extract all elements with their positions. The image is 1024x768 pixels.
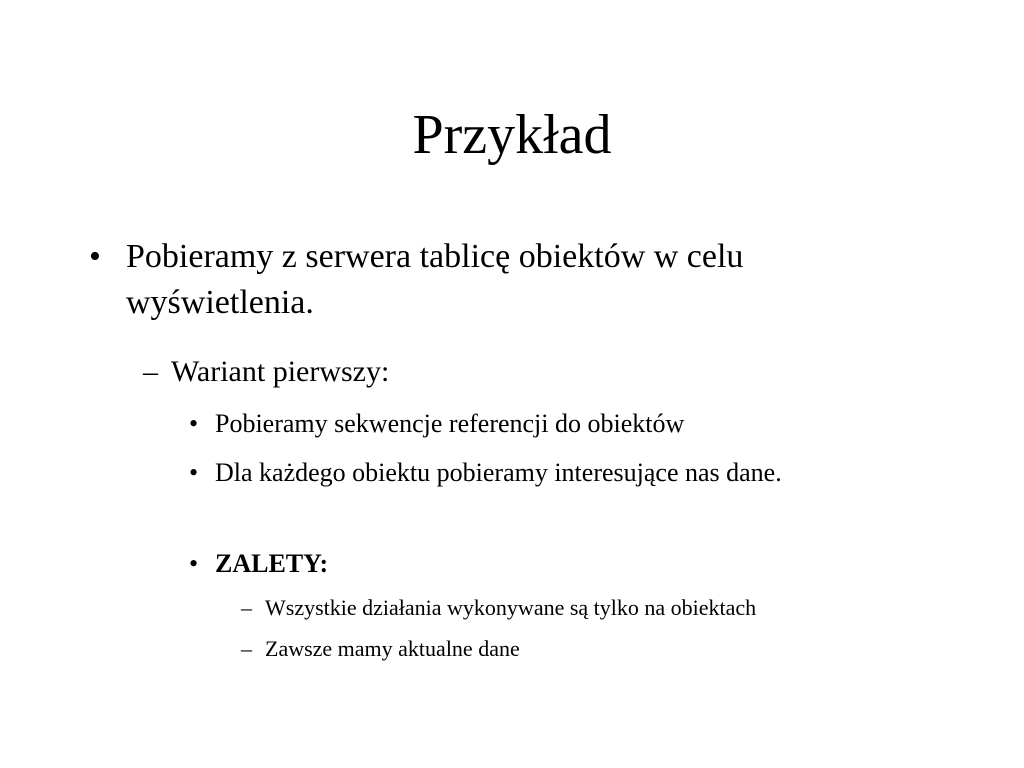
bullet-level3 <box>189 406 909 441</box>
bullet-text: Wszystkie działania wykonywane są tylko na obiektach <box>265 595 757 620</box>
dash-marker: – <box>143 355 158 388</box>
dash-marker: – <box>241 595 252 620</box>
bullet-text: Pobieramy z serwera tablicę obiektów w celu wyświetlenia. <box>126 238 744 321</box>
bullet-level3 <box>189 546 909 581</box>
bullet-level4 <box>241 593 941 623</box>
bullet-text: Zawsze mamy aktualne dane <box>265 636 520 661</box>
bullet-level4 <box>241 634 941 664</box>
bullet-level2 <box>143 353 903 391</box>
bullet-text: Pobieramy sekwencje referencji do obiektów <box>215 409 685 438</box>
bullet-level3 <box>189 455 909 490</box>
bullet-level1 <box>89 234 909 326</box>
bullet-marker: • <box>89 238 101 275</box>
slide-title: Przykład <box>412 104 612 166</box>
bullet-text: Wariant pierwszy: <box>171 355 390 388</box>
dash-marker: – <box>241 636 252 661</box>
bullet-text: Dla każdego obiektu pobieramy interesujące nas dane. <box>215 458 782 487</box>
bullet-marker: • <box>189 549 199 578</box>
bullet-marker: • <box>189 458 199 487</box>
bullet-marker: • <box>189 409 199 438</box>
advantages-heading: ZALETY: <box>215 549 329 578</box>
